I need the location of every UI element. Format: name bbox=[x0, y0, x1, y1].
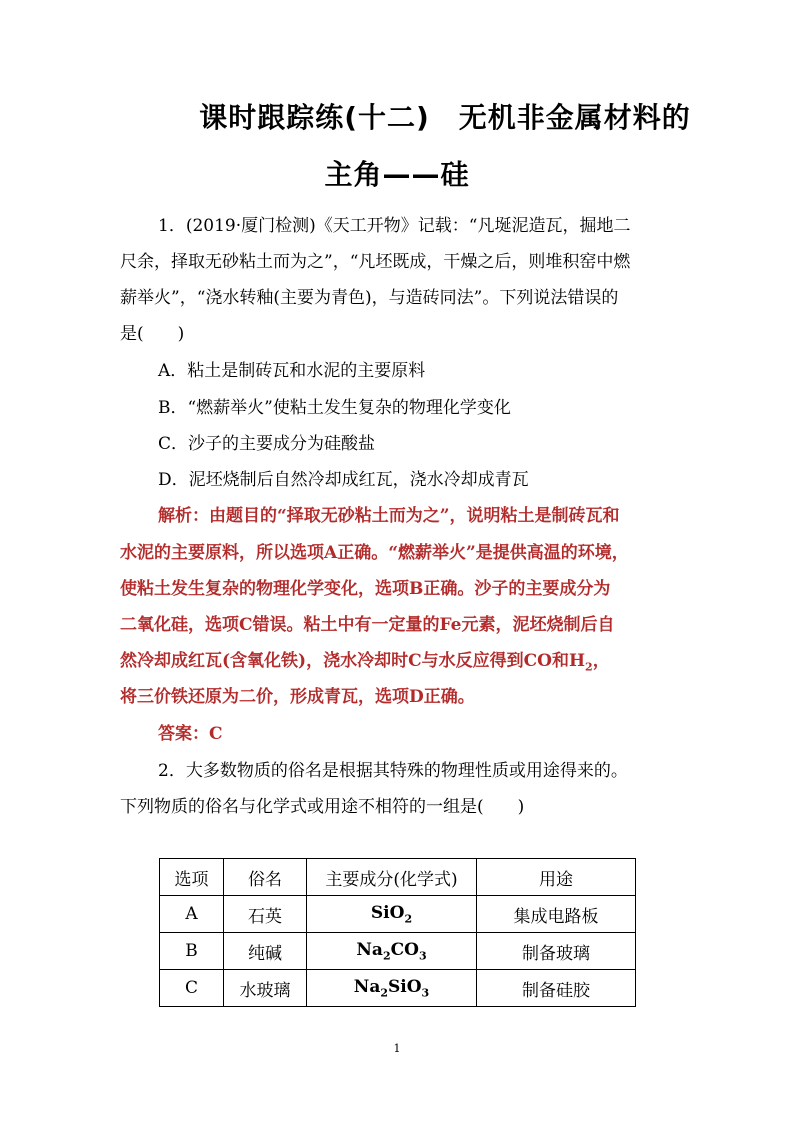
q1-option-c: C．沙子的主要成分为硅酸盐 bbox=[158, 434, 376, 454]
table-cell-formula: $Na_2SiO_3$ bbox=[307, 970, 477, 1007]
table-cell-formula: SiO$_2$ bbox=[307, 896, 477, 933]
q1-line-3: 薪举火”，“浇水转釉(主要为青色)，与造砖同法”。下列说法错误的 bbox=[120, 288, 619, 308]
q1-analysis-line-6: 将三价铁还原为二价，形成青瓦，选项D正确。 bbox=[120, 687, 475, 707]
table-header: 主要成分(化学式) bbox=[307, 859, 477, 896]
table-header-row bbox=[160, 859, 636, 896]
h2-subscript: 2 bbox=[585, 660, 593, 674]
q2-line-2: 下列物质的俗名与化学式或用途不相符的一组是( ) bbox=[120, 797, 525, 817]
q1-analysis-line-5 bbox=[120, 646, 610, 673]
q1-option-a: A．粘土是制砖瓦和水泥的主要原料 bbox=[158, 361, 426, 381]
answer-value: ：C bbox=[192, 724, 223, 744]
table-cell-option: B bbox=[160, 933, 224, 970]
q1-analysis-line-4: 二氧化硅，选项C错误。粘土中有一定量的Fe元素，泥坯烧制后自 bbox=[120, 615, 615, 635]
table-row bbox=[160, 970, 636, 1007]
table-cell-option: C bbox=[160, 970, 224, 1007]
options-table bbox=[159, 858, 636, 1007]
q1-option-d: D．泥坯烧制后自然冷却成红瓦，浇水冷却成青瓦 bbox=[158, 470, 529, 490]
q1-analysis-line-1 bbox=[158, 501, 620, 526]
table-cell-use: 集成电路板 bbox=[477, 896, 636, 933]
q1-line-1: 1．(2019·厦门检测)《天工开物》记载：“凡埏泥造瓦，掘地二 bbox=[158, 216, 631, 236]
answer-label: 答案 bbox=[158, 724, 192, 744]
table-cell-use: 制备硅胶 bbox=[477, 970, 636, 1007]
analysis-text: ：由题目的“择取无砂粘土而为之”，说明粘土是制砖瓦和 bbox=[192, 506, 620, 526]
q1-analysis-line-3: 使粘土发生复杂的物理化学变化，选项B正确。沙子的主要成分为 bbox=[120, 579, 611, 599]
q2-line-1: 2．大多数物质的俗名是根据其特殊的物理性质或用途得来的。 bbox=[158, 761, 628, 781]
table-header: 用途 bbox=[477, 859, 636, 896]
q1-answer bbox=[158, 719, 223, 744]
table-row bbox=[160, 933, 636, 970]
analysis-text: ， bbox=[592, 651, 610, 671]
table-cell-formula: $Na_2CO_3$ bbox=[307, 933, 477, 970]
page-title-line-1: 课时跟踪练(十二) 无机非金属材料的 bbox=[199, 101, 691, 134]
page-number: 1 bbox=[393, 1042, 401, 1055]
table-header: 选项 bbox=[160, 859, 224, 896]
analysis-text: 然冷却成红瓦(含氧化铁)，浇水冷却时C与水反应得到CO和H bbox=[120, 651, 586, 671]
q1-line-4: 是( ) bbox=[120, 324, 185, 344]
table-cell-name: 纯碱 bbox=[224, 933, 307, 970]
table-row bbox=[160, 896, 636, 933]
analysis-label: 解析 bbox=[158, 506, 192, 526]
table-header: 俗名 bbox=[224, 859, 307, 896]
q1-analysis-line-2: 水泥的主要原料，所以选项A正确。“燃薪举火”是提供高温的环境， bbox=[120, 543, 629, 563]
table-cell-option: A bbox=[160, 896, 224, 933]
table-cell-use: 制备玻璃 bbox=[477, 933, 636, 970]
q1-line-2: 尺余，择取无砂粘土而为之”，“凡坯既成，干燥之后，则堆积窑中燃 bbox=[120, 252, 631, 272]
table-cell-name: 石英 bbox=[224, 896, 307, 933]
q1-option-b: B．“燃薪举火”使粘土发生复杂的物理化学变化 bbox=[158, 398, 511, 418]
page-title-line-2: 主角——硅 bbox=[324, 158, 470, 191]
table-cell-name: 水玻璃 bbox=[224, 970, 307, 1007]
